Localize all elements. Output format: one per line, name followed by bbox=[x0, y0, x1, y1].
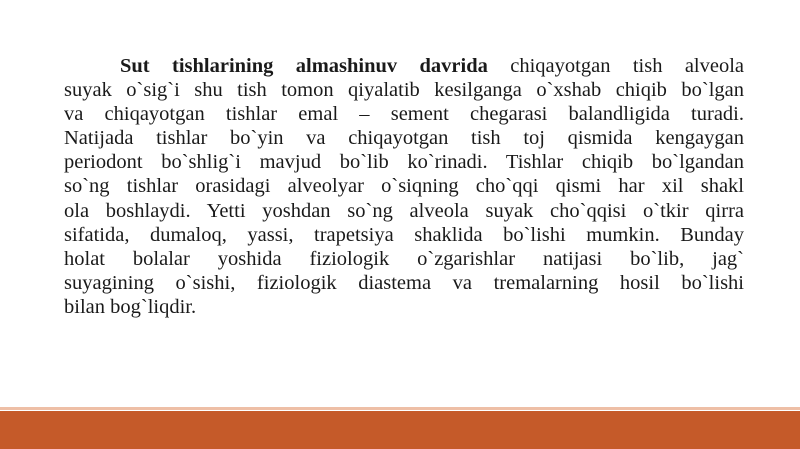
paragraph-line-8: sifatida, dumaloq, yassi, trapetsiya shaklida bo`lishi mumkin. Bunday bbox=[64, 223, 744, 246]
lead-bold-text: Sut tishlarining almashinuv davrida bbox=[120, 55, 488, 77]
paragraph-line-10: suyagining o`sishi, fiziologik diastema va tremalarning hosil bo`lishi bbox=[64, 271, 744, 294]
paragraph-line-1 bbox=[64, 54, 744, 78]
paragraph-line-11: bilan bog`liqdir. bbox=[64, 295, 197, 318]
line-text: chiqayotgan tish alveola bbox=[487, 55, 745, 77]
footer-accent-line bbox=[0, 407, 800, 410]
paragraph-line-9: holat bolalar yoshida fiziologik o`zgarishlar natijasi bo`lib, jag` bbox=[64, 247, 744, 270]
paragraph-line-4: Natijada tishlar bo`yin va chiqayotgan tish toj qismida kengaygan bbox=[64, 127, 744, 150]
body-paragraph bbox=[64, 54, 744, 319]
paragraph-line-2: suyak o`sig`i shu tish tomon qiyalatib kesilganga o`xshab chiqib bo`lgan bbox=[64, 79, 744, 102]
paragraph-line-5: periodont bo`shlig`i mavjud bo`lib ko`rinadi. Tishlar chiqib bo`lgandan bbox=[64, 151, 744, 174]
footer-bar bbox=[0, 411, 800, 449]
paragraph-line-3: va chiqayotgan tishlar emal – sement chegarasi balandligida turadi. bbox=[64, 103, 744, 126]
paragraph-line-6: so`ng tishlar orasidagi alveolyar o`siqning cho`qqi qismi har xil shakl bbox=[64, 175, 744, 198]
paragraph-line-7: ola boshlaydi. Yetti yoshdan so`ng alveola suyak cho`qqisi o`tkir qirra bbox=[64, 199, 744, 222]
